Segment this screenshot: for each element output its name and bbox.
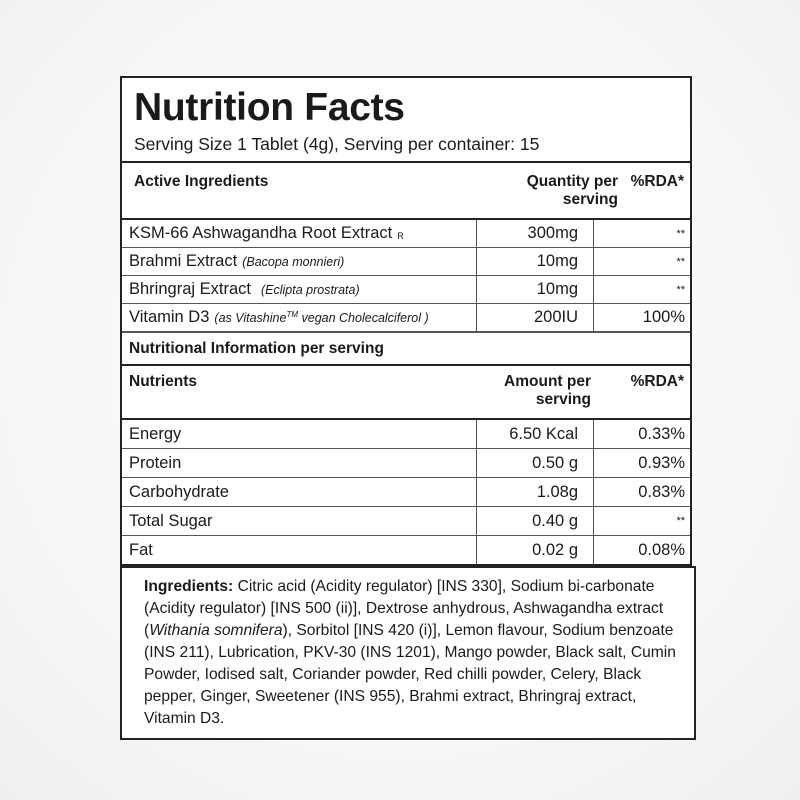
active-ingredients-heading: Active Ingredients	[134, 173, 269, 190]
nutrition-facts-panel	[120, 76, 692, 566]
nutrient-rda: **	[676, 515, 685, 527]
ingredients-label: Ingredients:	[144, 578, 234, 595]
ingredient-rda: 100%	[642, 308, 685, 326]
ingredients-text-rest: ), Sorbitol [INS 420 (i)], Lemon flavour, Sodium benzoate (INS 211), Lubrication, PKV-30 (INS 1201), Mango powder, Black salt, Cumin Powder, Iodised salt, Coriander powder, Red chilli powder, Celery, Black pepper, Ginger, Sweetener (INS 955), Brahmi extract, Bhringraj extract, Vitamin D3.	[144, 622, 676, 727]
ingredient-rda: **	[676, 255, 685, 268]
nutrient-qty: 6.50 Kcal	[477, 420, 594, 448]
nutrient-name: Fat	[122, 536, 477, 564]
ingredient-rda: **	[676, 227, 685, 240]
table-row	[122, 220, 690, 248]
registered-mark: R	[397, 230, 404, 241]
table-row	[122, 420, 690, 449]
ingredient-scientific-name-rest: vegan Cholecalciferol )	[301, 311, 429, 326]
nutritional-info-heading: Nutritional Information per serving	[122, 332, 690, 366]
ingredient-scientific-name: (as Vitashine	[214, 311, 287, 326]
ingredient-qty: 200IU	[477, 304, 594, 331]
nutrient-qty: 0.40 g	[477, 507, 594, 535]
nutrient-name: Protein	[122, 449, 477, 477]
table-row	[122, 304, 690, 332]
serving-size: Serving Size 1 Tablet (4g), Serving per container: 15	[122, 127, 690, 163]
rda-heading: %RDA*	[630, 173, 684, 190]
ingredient-rda: **	[676, 283, 685, 296]
table-row	[122, 507, 690, 536]
nutrient-name: Total Sugar	[122, 507, 477, 535]
ingredient-qty: 10mg	[477, 248, 594, 275]
table-row	[122, 449, 690, 478]
ingredient-name: Vitamin D3	[129, 308, 210, 326]
ingredient-name: Bhringraj Extract	[129, 280, 251, 298]
amount-heading: Amount per serving	[504, 373, 591, 408]
ingredients-panel	[120, 566, 696, 740]
trademark-mark: TM	[286, 309, 299, 319]
nutrients-heading: Nutrients	[129, 373, 198, 390]
ingredient-scientific-name: (Bacopa monnieri)	[242, 254, 345, 269]
ingredients-scientific-name: Withania somnifera	[149, 622, 283, 639]
ingredients-text: Citric acid (Acidity regulator) [INS 330], Sodium bi-carbonate (Acidity regulator) [INS 500 (ii)], Dextrose anhydrous, Ashwagandha extract (	[144, 578, 664, 639]
ingredient-name: KSM-66 Ashwagandha Root Extract	[129, 224, 393, 242]
quantity-heading: Quantity per serving	[526, 173, 618, 208]
active-ingredients-header	[122, 163, 690, 220]
nutrient-rda: 0.33%	[638, 424, 685, 443]
ingredient-scientific-name: (Eclipta prostrata)	[260, 282, 360, 297]
rda-heading: %RDA*	[630, 373, 684, 390]
nutrient-rda: 0.93%	[638, 453, 685, 472]
table-row	[122, 478, 690, 507]
nutrient-rda: 0.83%	[638, 482, 685, 501]
ingredient-qty: 300mg	[477, 220, 594, 247]
nutrient-qty: 0.02 g	[477, 536, 594, 564]
nutrient-name: Carbohydrate	[122, 478, 477, 506]
ingredient-name: Brahmi Extract	[129, 252, 238, 270]
table-row	[122, 276, 690, 304]
nutrition-title: Nutrition Facts	[134, 86, 405, 129]
nutrients-header	[122, 366, 690, 420]
nutrient-qty: 1.08g	[477, 478, 594, 506]
table-row	[122, 248, 690, 276]
nutrient-qty: 0.50 g	[477, 449, 594, 477]
nutrient-name: Energy	[122, 420, 477, 448]
table-row	[122, 536, 690, 564]
ingredient-qty: 10mg	[477, 276, 594, 303]
nutrient-rda: 0.08%	[638, 540, 685, 559]
